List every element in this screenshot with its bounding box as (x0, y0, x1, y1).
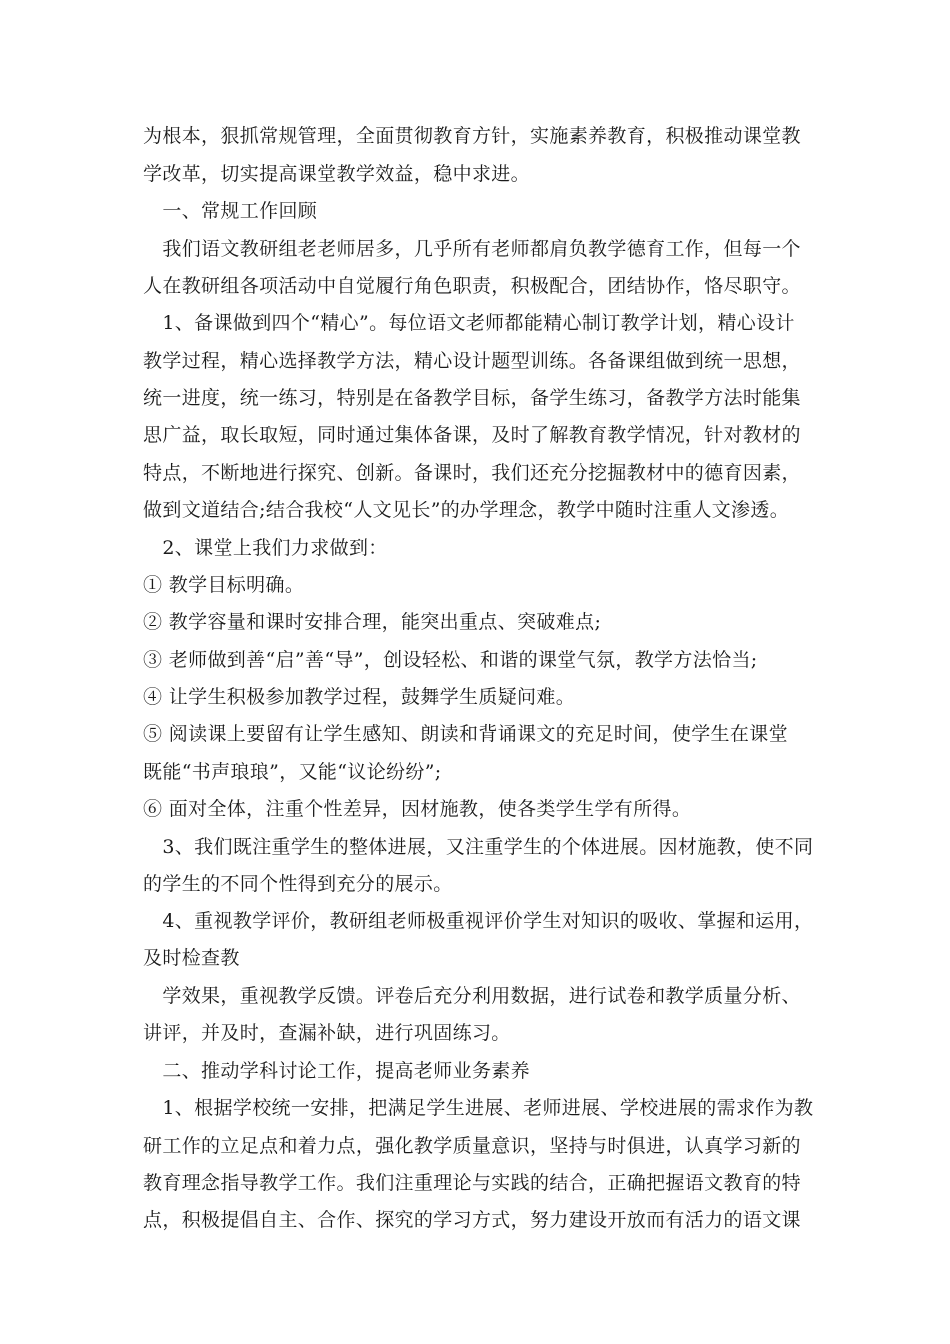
list-item: ⑤ 阅读课上要留有让学生感知、朗读和背诵课文的充足时间，使学生在课堂 (143, 723, 788, 745)
text-line: 1、根据学校统一安排，把满足学生进展、老师进展、学校进展的需求作为教 (143, 1097, 814, 1119)
section-heading: 二、推动学科讨论工作，提高老师业务素养 (143, 1060, 531, 1082)
text-line: 特点，不断地进行探究、创新。备课时，我们还充分挖掘教材中的德育因素， (143, 462, 801, 484)
list-item: ② 教学容量和课时安排合理，能突出重点、突破难点; (143, 611, 602, 633)
text-line: 教育理念指导教学工作。我们注重理论与实践的结合，正确把握语文教育的特 (143, 1172, 801, 1194)
list-item: ① 教学目标明确。 (143, 574, 305, 596)
text-line: 学效果，重视教学反馈。评卷后充分利用数据，进行试卷和教学质量分析、 (143, 985, 801, 1007)
text-line: 为根本，狠抓常规管理，全面贯彻教育方针，实施素养教育，积极推动课堂教 (143, 125, 801, 147)
text-line: 思广益，取长取短，同时通过集体备课，及时了解教育教学情况，针对教材的 (143, 424, 801, 446)
text-line: 的学生的不同个性得到充分的展示。 (143, 873, 453, 895)
text-line: 既能“书声琅琅”，又能“议论纷纷”; (143, 761, 442, 783)
text-line: 研工作的立足点和着力点，强化教学质量意识，坚持与时俱进，认真学习新的 (143, 1135, 801, 1157)
list-item: ⑥ 面对全体，注重个性差异，因材施教，使各类学生学有所得。 (143, 798, 692, 820)
text-line: 教学过程，精心选择教学方法，精心设计题型训练。各备课组做到统一思想， (143, 350, 801, 372)
text-line: 1、备课做到四个“精心”。每位语文老师都能精心制订教学计划，精心设计 (143, 312, 795, 334)
text-line: 4、重视教学评价，教研组老师极重视评价学生对知识的吸收、掌握和运用， (143, 910, 814, 932)
text-line: 2、课堂上我们力求做到： (143, 537, 388, 559)
section-heading: 一、常规工作回顾 (143, 200, 318, 222)
list-item: ③ 老师做到善“启”善“导”，创设轻松、和谐的课堂气氛，教学方法恰当; (143, 649, 758, 671)
text-line: 统一进度，统一练习，特别是在备教学目标，备学生练习，备教学方法时能集 (143, 387, 801, 409)
text-line: 做到文道结合;结合我校“人文见长”的办学理念，教学中随时注重人文渗透。 (143, 499, 790, 521)
text-line: 3、我们既注重学生的整体进展，又注重学生的个体进展。因材施教，使不同 (143, 836, 814, 858)
text-line: 点，积极提倡自主、合作、探究的学习方式，努力建设开放而有活力的语文课 (143, 1209, 801, 1231)
text-line: 讲评，并及时，查漏补缺，进行巩固练习。 (143, 1022, 511, 1044)
text-line: 及时检查教 (143, 947, 240, 969)
list-item: ④ 让学生积极参加教学过程，鼓舞学生质疑问难。 (143, 686, 576, 708)
text-line: 我们语文教研组老老师居多，几乎所有老师都肩负教学德育工作，但每一个 (143, 238, 801, 260)
text-line: 人在教研组各项活动中自觉履行角色职责，积极配合，团结协作，恪尽职守。 (143, 275, 801, 297)
text-line: 学改革，切实提高课堂教学效益，稳中求进。 (143, 163, 531, 185)
